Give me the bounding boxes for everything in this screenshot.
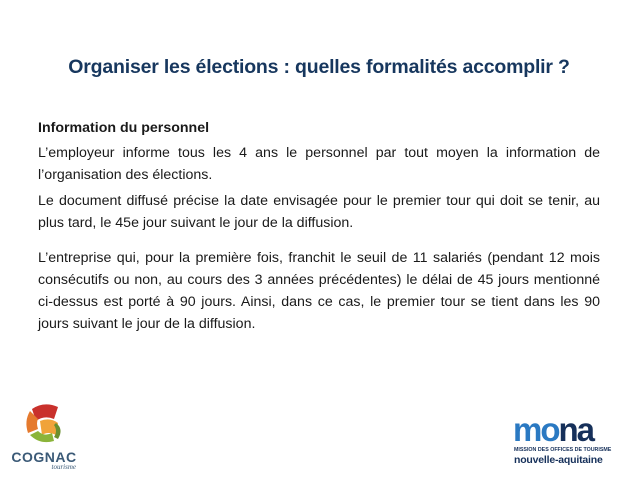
paragraph-employer-info: L’employeur informe tous les 4 ans le personnel par tout moyen la information de l’organisation des élections. xyxy=(38,145,600,183)
paragraph-document-date: Le document diffusé précise la date envisagée pour le premier tour qui doit se tenir, au plus tard, le 45e jour suivant le jour de la diffusion. xyxy=(38,193,600,231)
slide-title: Organiser les élections : quelles formalités accomplir ? xyxy=(68,56,570,78)
slide-body xyxy=(38,117,600,335)
cognac-sub: tourisme xyxy=(51,463,76,471)
paragraph-threshold: L’entreprise qui, pour la première fois, franchit le seuil de 11 salariés (pendant 12 mois consécutifs ou non, au cours des 3 années précédentes) le délai de 45 jours mentionné ci-dessus est porté à 90 jours. Ainsi, dans ce cas, le premier tour se tient dans les 90 jours suivant le jour de la diffusion. xyxy=(38,250,600,332)
cognac-word: COGNAC xyxy=(11,449,77,465)
cognac-tourisme-logo xyxy=(4,399,84,469)
mona-logo xyxy=(513,411,629,474)
section-heading: Information du personnel xyxy=(38,120,210,136)
mona-line2: nouvelle-aquitaine xyxy=(514,454,603,466)
mona-mark-na: na xyxy=(558,411,594,448)
mona-mark-mo: mo xyxy=(513,411,559,448)
mona-line1: MISSION DES OFFICES DE TOURISME xyxy=(514,447,612,453)
cognac-shield-icon xyxy=(4,399,84,451)
mona-mark xyxy=(513,412,593,448)
